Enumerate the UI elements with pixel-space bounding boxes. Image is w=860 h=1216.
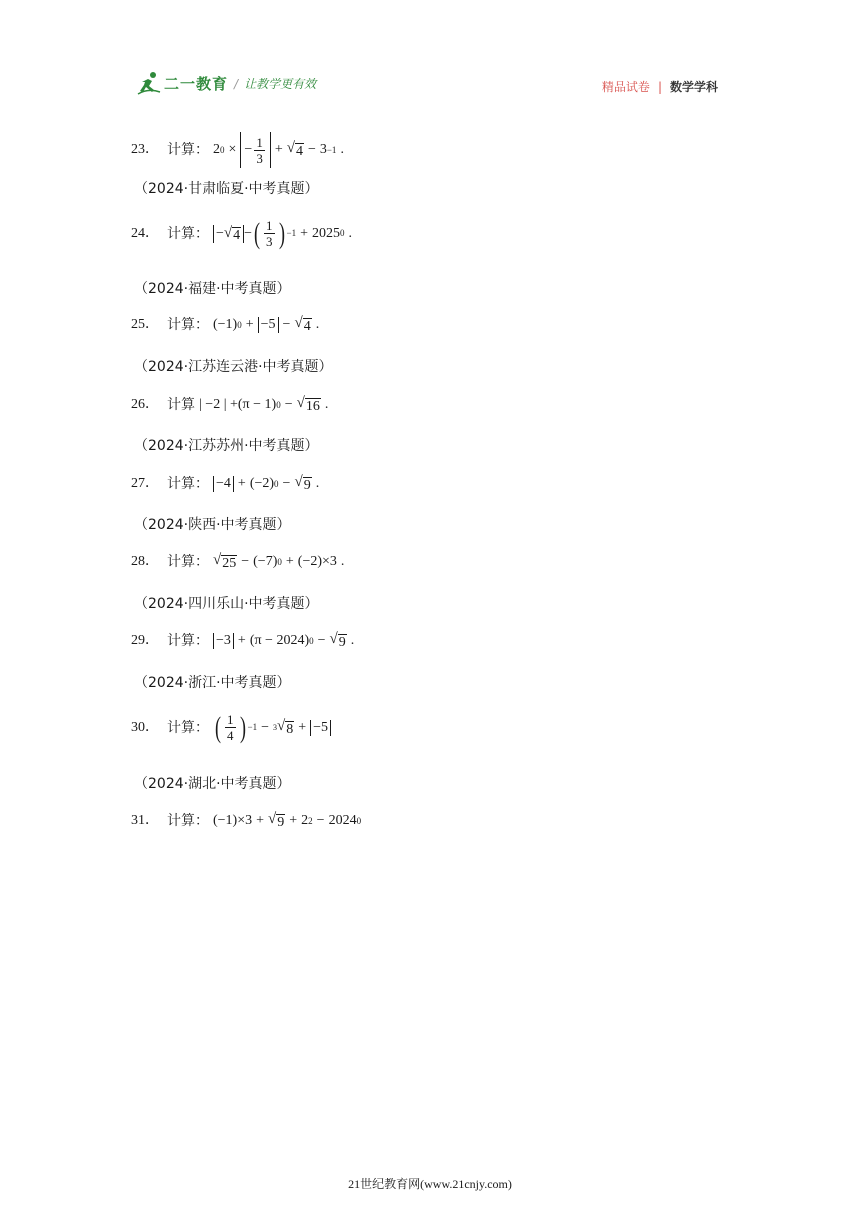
question-source: （2024·江苏连云港·中考真题） bbox=[134, 359, 333, 375]
question-number: 31． bbox=[131, 813, 159, 828]
math-expression: (−1) 0 + −5 − √ 4 . bbox=[213, 315, 320, 334]
math-expression: ( $\frac{1}{4}$ ) −1 − 3 √ 8 + −5 bbox=[213, 712, 331, 743]
math-expression: 2 0 × − $\frac{1}{3}$ + √ 4 − 3 −1 . bbox=[213, 132, 344, 168]
question-30 bbox=[131, 712, 331, 743]
page-footer: 21世纪教育网(www.21cnjy.com) bbox=[348, 1177, 512, 1191]
question-29 bbox=[131, 632, 354, 650]
subject-label: 数学学科 bbox=[669, 80, 718, 94]
premium-label: 精品试卷 bbox=[601, 80, 650, 94]
question-number: 25． bbox=[131, 317, 159, 332]
question-label: 计算： bbox=[167, 142, 209, 158]
header-separator: | bbox=[657, 79, 662, 94]
question-label: 计算： bbox=[167, 554, 209, 570]
question-label: 计算： bbox=[167, 317, 209, 333]
math-expression: − √ 4 − ( $\frac{1}{3}$ ) −1 + 2025 0 . bbox=[213, 218, 352, 249]
question-24 bbox=[131, 218, 352, 249]
question-label: 计算： bbox=[167, 719, 209, 736]
question-label: 计算 bbox=[167, 397, 195, 413]
question-source: （2024·四川乐山·中考真题） bbox=[134, 596, 319, 612]
question-source: （2024·甘肃临夏·中考真题） bbox=[134, 181, 319, 197]
question-label: 计算： bbox=[167, 476, 209, 492]
question-label: 计算： bbox=[167, 225, 209, 242]
math-expression: | −2 | +(π − 1) 0 − √ 16 . bbox=[199, 395, 329, 414]
math-expression: −4 + (−2) 0 − √ 9 . bbox=[213, 475, 319, 493]
question-number: 28． bbox=[131, 554, 159, 569]
question-26 bbox=[131, 396, 328, 414]
question-source: （2024·浙江·中考真题） bbox=[134, 675, 291, 691]
page-header bbox=[136, 66, 722, 106]
question-number: 24． bbox=[131, 225, 159, 241]
question-source: （2024·湖北·中考真题） bbox=[134, 776, 291, 792]
question-27 bbox=[131, 475, 319, 493]
question-number: 26． bbox=[131, 397, 159, 412]
question-number: 30． bbox=[131, 719, 159, 735]
question-23 bbox=[131, 132, 344, 168]
question-number: 23． bbox=[131, 142, 159, 157]
question-source: （2024·福建·中考真题） bbox=[134, 281, 291, 297]
math-expression: √ 25 − (−7) 0 + (−2)×3 . bbox=[213, 552, 345, 571]
math-expression: −3 + (π − 2024) 0 − √ 9 . bbox=[213, 632, 354, 650]
question-number: 27． bbox=[131, 476, 159, 491]
question-25 bbox=[131, 316, 319, 334]
math-expression: (−1)×3 + √ 9 + 2 2 − 2024 0 bbox=[213, 811, 362, 830]
question-28 bbox=[131, 553, 344, 571]
slogan: / 让教学更有效 bbox=[234, 76, 317, 91]
logo-text: 二一教育 bbox=[164, 74, 229, 93]
question-31 bbox=[131, 812, 361, 830]
question-source: （2024·陕西·中考真题） bbox=[134, 517, 291, 533]
question-source: （2024·江苏苏州·中考真题） bbox=[134, 438, 319, 454]
header-right bbox=[602, 78, 718, 95]
logo bbox=[136, 70, 316, 96]
question-number: 29． bbox=[131, 633, 159, 648]
runner-logo-icon bbox=[136, 70, 162, 96]
question-label: 计算： bbox=[167, 813, 209, 829]
question-label: 计算： bbox=[167, 633, 209, 649]
